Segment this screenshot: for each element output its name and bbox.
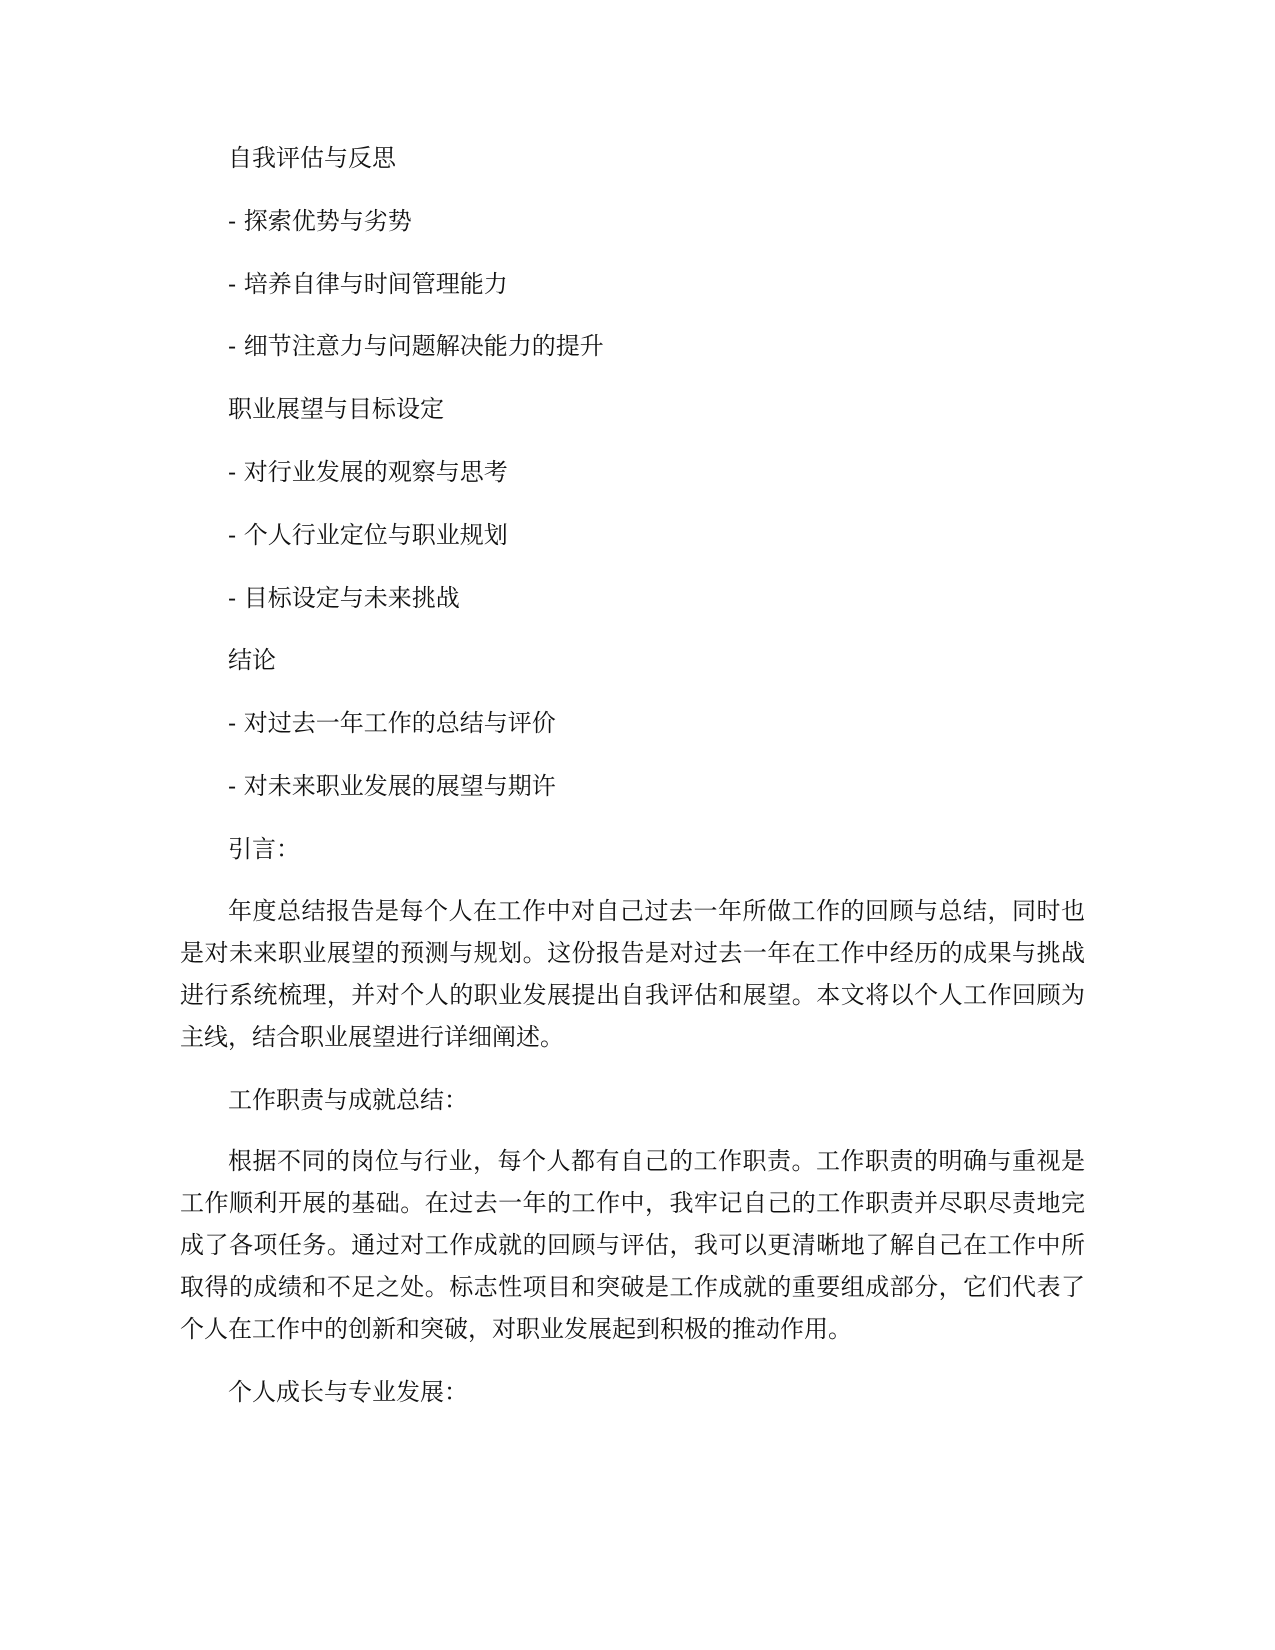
heading-career-outlook: 职业展望与目标设定 — [228, 395, 444, 424]
list-item: - 细节注意力与问题解决能力的提升 — [228, 332, 604, 361]
list-item: - 个人行业定位与职业规划 — [228, 520, 508, 549]
heading-self-assessment: 自我评估与反思 — [228, 144, 396, 172]
list-item: - 目标设定与未来挑战 — [228, 583, 460, 612]
intro-paragraph: 年度总结报告是每个人在工作中对自己过去一年所做工作的回顾与总结，同时也是对未来职业展望的预测与规划。这份报告是对过去一年在工作中经历的成果与挑战进行系统梳理，并对个人的职业发展提出自我评估和展望。本文将以个人工作回顾为主线，结合职业展望进行详细阐述。 — [180, 896, 1085, 1051]
heading-personal-growth: 个人成长与专业发展： — [228, 1378, 468, 1407]
list-item: - 培养自律与时间管理能力 — [228, 269, 508, 298]
list-item: - 探索优势与劣势 — [228, 206, 412, 235]
list-item: - 对行业发展的观察与思考 — [228, 457, 508, 486]
heading-introduction: 引言： — [228, 834, 300, 863]
list-item: - 对过去一年工作的总结与评价 — [228, 709, 556, 738]
heading-conclusion: 结论 — [228, 646, 276, 675]
responsibilities-paragraph: 根据不同的岗位与行业，每个人都有自己的工作职责。工作职责的明确与重视是工作顺利开展的基础。在过去一年的工作中，我牢记自己的工作职责并尽职尽责地完成了各项任务。通过对工作成就的回顾与评估，我可以更清晰地了解自己在工作中所取得的成绩和不足之处。标志性项目和突破是工作成就的重要组成部分，它们代表了个人在工作中的创新和突破，对职业发展起到积极的推动作用。 — [180, 1147, 1085, 1344]
document-page — [180, 136, 1100, 1433]
list-item: - 对未来职业发展的展望与期许 — [228, 771, 556, 800]
heading-responsibilities: 工作职责与成就总结： — [228, 1085, 468, 1114]
